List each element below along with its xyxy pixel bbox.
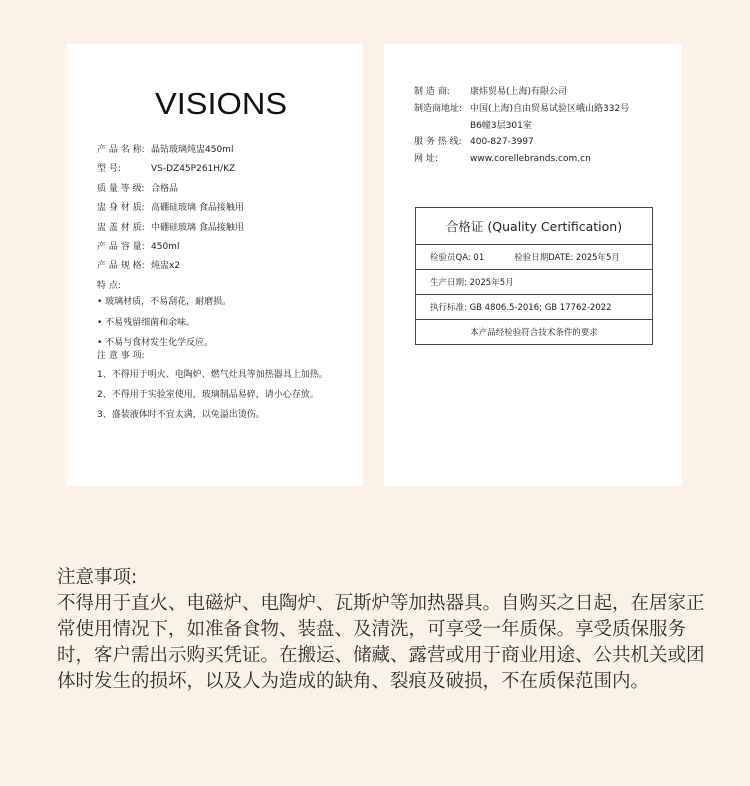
spec-row: [97, 199, 244, 218]
standard: 执行标准: GB 4806.5-2016; GB 17762-2022: [416, 295, 652, 320]
maker-row: [414, 84, 629, 101]
spec-value: 炖盅x2: [151, 261, 181, 272]
spec-row: [97, 219, 244, 238]
warranty-heading: 注意事项:: [57, 567, 138, 588]
maker-label: 服 务 热 线:: [414, 137, 462, 148]
maker-value: 400-827-3997: [470, 137, 534, 148]
certificate-statement: 本产品经检验符合技术条件的要求: [470, 328, 598, 338]
feature-list: [97, 292, 231, 354]
spec-row: [97, 160, 244, 179]
maker-label: [414, 118, 470, 135]
spec-label: 产 品 容 量:: [97, 242, 145, 253]
inspector-id: 检验员QA: 01: [430, 253, 485, 263]
notes-list: [97, 366, 328, 425]
note-item: 3、盛装液体时不宜太满，以免溢出烫伤。: [97, 409, 265, 420]
manufacturer-card: [384, 44, 682, 486]
maker-label: 制造商地址:: [414, 103, 463, 114]
spec-value: 高硼硅玻璃 食品接触用: [151, 203, 244, 214]
certificate-row-inspection: [416, 245, 652, 270]
spec-row: [97, 180, 244, 199]
spec-value: 晶钻玻璃炖盅450ml: [151, 145, 234, 155]
maker-value: www.corellebrands.com.cn: [470, 154, 591, 165]
spec-value: 合格品: [151, 183, 179, 194]
production-date: 生产日期: 2025年5月: [416, 270, 652, 295]
feature-item: • 不易残留细菌和余味。: [97, 317, 196, 328]
note-item: 2、不得用于实验室使用，玻璃制品易碎，请小心存放。: [97, 389, 319, 400]
spec-row: [97, 238, 244, 257]
maker-row: [414, 151, 629, 168]
spec-row: [97, 141, 244, 160]
spec-list: [97, 141, 244, 296]
inspection-date: 检验日期DATE: 2025年5月: [514, 253, 620, 263]
manufacturer-info: [414, 84, 629, 168]
spec-value: VS-DZ45P261H/KZ: [151, 164, 236, 175]
maker-value: 中国(上海)自由贸易试验区峨山路332号: [470, 103, 630, 114]
spec-label: 盅 身 材 质:: [97, 203, 145, 214]
maker-row: [414, 101, 629, 118]
product-label-card: [67, 44, 363, 486]
warranty-notice: [57, 565, 707, 695]
spec-label: 产 品 规 格:: [97, 261, 145, 272]
quality-certificate: [415, 207, 653, 345]
spec-row: [97, 257, 244, 276]
maker-label: 网 址:: [414, 154, 438, 165]
spec-label: 型 号:: [97, 164, 121, 175]
notes-heading: 注 意 事 项:: [97, 351, 145, 361]
brand-logo: VISIONS: [155, 86, 288, 121]
certificate-title: 合格证 (Quality Certification): [416, 208, 652, 245]
spec-value: 450ml: [151, 242, 180, 253]
maker-label: 制 造 商:: [414, 87, 450, 97]
note-item: 1、不得用于明火、电陶炉、燃气灶具等加热器具上加热。: [97, 370, 328, 380]
warranty-body: 不得用于直火、电磁炉、电陶炉、瓦斯炉等加热器具。自购买之日起，在居家正常使用情况下，如准备食物、装盘、及清洗，可享受一年质保。享受质保服务时，客户需出示购买凭证。在搬运、储藏、露营或用于商业用途、公共机关或团体时发生的损坏，以及人为造成的缺角、裂痕及破损，不在质保范围内。: [57, 593, 705, 692]
spec-label: 质 量 等 级:: [97, 183, 145, 194]
spec-value: 中硼硅玻璃 食品接触用: [151, 222, 244, 233]
feature-item: • 玻璃材质，不易刮花，耐磨损。: [97, 297, 232, 307]
maker-row: [414, 118, 629, 135]
spec-label: 特 点:: [97, 280, 121, 291]
spec-label: 产 品 名 称:: [97, 145, 145, 155]
maker-value: B6幢3层301室: [470, 120, 532, 131]
feature-item: • 不易与食材发生化学反应。: [97, 338, 214, 348]
maker-value: 康炜贸易(上海)有限公司: [470, 87, 568, 97]
maker-row: [414, 134, 629, 151]
spec-label: 盅 盖 材 质:: [97, 222, 145, 233]
